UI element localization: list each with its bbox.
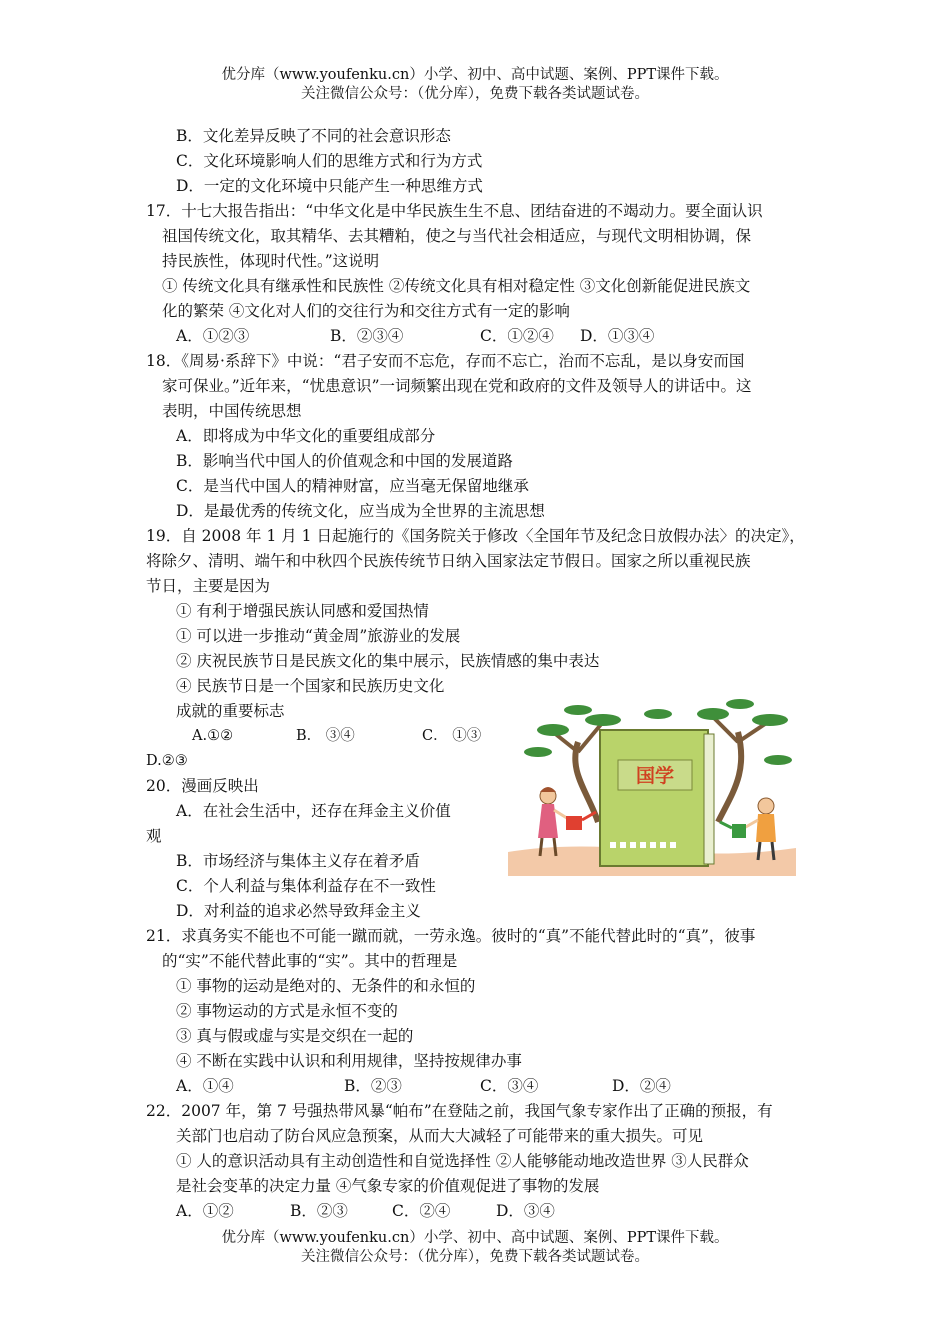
q17-stem-line-1: 17．十七大报告指出：“中华文化是中华民族生生不息、团结奋进的不竭动力。要全面认识	[146, 202, 763, 220]
q17-option-d: D．①③④	[580, 327, 655, 345]
q19-option-a: A.①②	[192, 728, 234, 744]
q21-statement-3: ③ 真与假或虚与实是交织在一起的	[176, 1027, 414, 1045]
q21-option-b: B．②③	[344, 1077, 402, 1095]
q17-option-a: A．①②③	[176, 327, 250, 345]
q21-statement-1: ① 事物的运动是绝对的、无条件的和永恒的	[176, 977, 476, 995]
q22-option-b: B．②③	[290, 1202, 348, 1220]
q18-option-c: C．是当代中国人的精神财富，应当毫无保留地继承	[176, 477, 529, 495]
q20-stem: 20．漫画反映出	[146, 777, 259, 795]
page-header-line-2: 关注微信公众号：（优分库），免费下载各类试题试卷。	[301, 86, 649, 102]
q21-statement-2: ② 事物运动的方式是永恒不变的	[176, 1002, 398, 1020]
q22-option-c: C．②④	[392, 1202, 451, 1220]
q18-option-b: B．影响当代中国人的价值观念和中国的发展道路	[176, 452, 513, 470]
q22-option-d: D．③④	[496, 1202, 555, 1220]
page-footer-line-2: 关注微信公众号：（优分库），免费下载各类试题试卷。	[301, 1249, 649, 1265]
guoxue-cartoon-illustration	[508, 692, 796, 876]
q20-option-a-line-1: A．在社会生活中，还存在拜金主义价值	[176, 802, 451, 820]
q19-option-c: C． ①③	[422, 728, 482, 744]
q19-statement-2: ① 可以进一步推动“黄金周”旅游业的发展	[176, 627, 461, 645]
q21-stem-line-2: 的“实”不能代替此事的“实”。其中的哲理是	[162, 952, 458, 970]
q21-statement-4: ④ 不断在实践中认识和利用规律，坚持按规律办事	[176, 1052, 522, 1070]
q22-stem-line-2: 关部门也启动了防台风应急预案，从而大大减轻了可能带来的重大损失。可见	[176, 1127, 704, 1145]
page-header-line-1: 优分库（www.youfenku.cn）小学、初中、高中试题、案例、PPT课件下载。	[221, 67, 729, 83]
q19-statement-1: ① 有利于增强民族认同感和爱国热情	[176, 602, 429, 620]
q22-statements-line-1: ① 人的意识活动具有主动创造性和自觉选择性 ②人能够能动地改造世界 ③人民群众	[176, 1152, 749, 1170]
q19-stem-line-1: 19．自 2008 年 1 月 1 日起施行的《国务院关于修改〈全国年节及纪念日放假办法〉的决定》，	[146, 527, 805, 545]
q19-stem-line-2: 将除夕、清明、端午和中秋四个民族传统节日纳入国家法定节假日。国家之所以重视民族	[146, 552, 751, 570]
q16-option-c: C．文化环境影响人们的思维方式和行为方式	[176, 152, 483, 170]
q19-stem-line-3: 节日，主要是因为	[146, 577, 271, 595]
q21-option-a: A．①④	[176, 1077, 234, 1095]
q18-stem-line-3: 表明，中国传统思想	[162, 402, 302, 420]
q19-option-d: D.②③	[146, 753, 188, 769]
q17-statements-line-2: 化的繁荣 ④文化对人们的交往行为和交往方式有一定的影响	[162, 302, 570, 320]
q19-statement-4-line-2: 成就的重要标志	[176, 702, 285, 720]
q17-stem-line-2: 祖国传统文化，取其精华、去其糟粕，使之与当代社会相适应，与现代文明相协调，保	[162, 227, 752, 245]
q20-option-d: D．对利益的追求必然导致拜金主义	[176, 902, 421, 920]
q20-option-b: B．市场经济与集体主义存在着矛盾	[176, 852, 420, 870]
q21-option-c: C．③④	[480, 1077, 539, 1095]
book-title: 国学	[635, 765, 675, 787]
q17-stem-line-3: 持民族性，体现时代性。”这说明	[162, 252, 380, 270]
q17-option-b: B．②③④	[330, 327, 404, 345]
q21-stem-line-1: 21．求真务实不能也不可能一蹴而就，一劳永逸。彼时的“真”不能代替此时的“真”，彼事	[146, 927, 756, 945]
q17-option-c: C．①②④	[480, 327, 554, 345]
q18-option-d: D．是最优秀的传统文化，应当成为全世界的主流思想	[176, 502, 545, 520]
q18-option-a: A．即将成为中华文化的重要组成部分	[176, 427, 436, 445]
q18-stem-line-2: 家可保业。”近年来，“忧患意识”一词频繁出现在党和政府的文件及领导人的讲话中。这	[162, 377, 752, 395]
q16-option-b: B．文化差异反映了不同的社会意识形态	[176, 127, 451, 145]
q19-option-b: B． ③④	[296, 728, 355, 744]
q20-option-a-line-2: 观	[146, 827, 162, 845]
q20-option-c: C．个人利益与集体利益存在不一致性	[176, 877, 436, 895]
q17-statements-line-1: ① 传统文化具有继承性和民族性 ②传统文化具有相对稳定性 ③文化创新能促进民族文	[162, 277, 751, 295]
page-footer-line-1: 优分库（www.youfenku.cn）小学、初中、高中试题、案例、PPT课件下载。	[221, 1230, 729, 1246]
q19-statement-3: ② 庆祝民族节日是民族文化的集中展示，民族情感的集中表达	[176, 652, 600, 670]
q21-option-d: D．②④	[612, 1077, 671, 1095]
q16-option-d: D．一定的文化环境中只能产生一种思维方式	[176, 177, 483, 195]
q22-option-a: A．①②	[176, 1202, 234, 1220]
q18-stem-line-1: 18．《周易·系辞下》中说：“君子安而不忘危，存而不忘亡，治而不忘乱，是以身安而国	[146, 352, 745, 370]
q19-statement-4-line-1: ④ 民族节日是一个国家和民族历史文化	[176, 677, 445, 695]
q22-stem-line-1: 22．2007 年，第 7 号强热带风暴“帕布”在登陆之前，我国气象专家作出了正确的预报，有	[146, 1102, 773, 1120]
q22-statements-line-2: 是社会变革的决定力量 ④气象专家的价值观促进了事物的发展	[176, 1177, 600, 1195]
